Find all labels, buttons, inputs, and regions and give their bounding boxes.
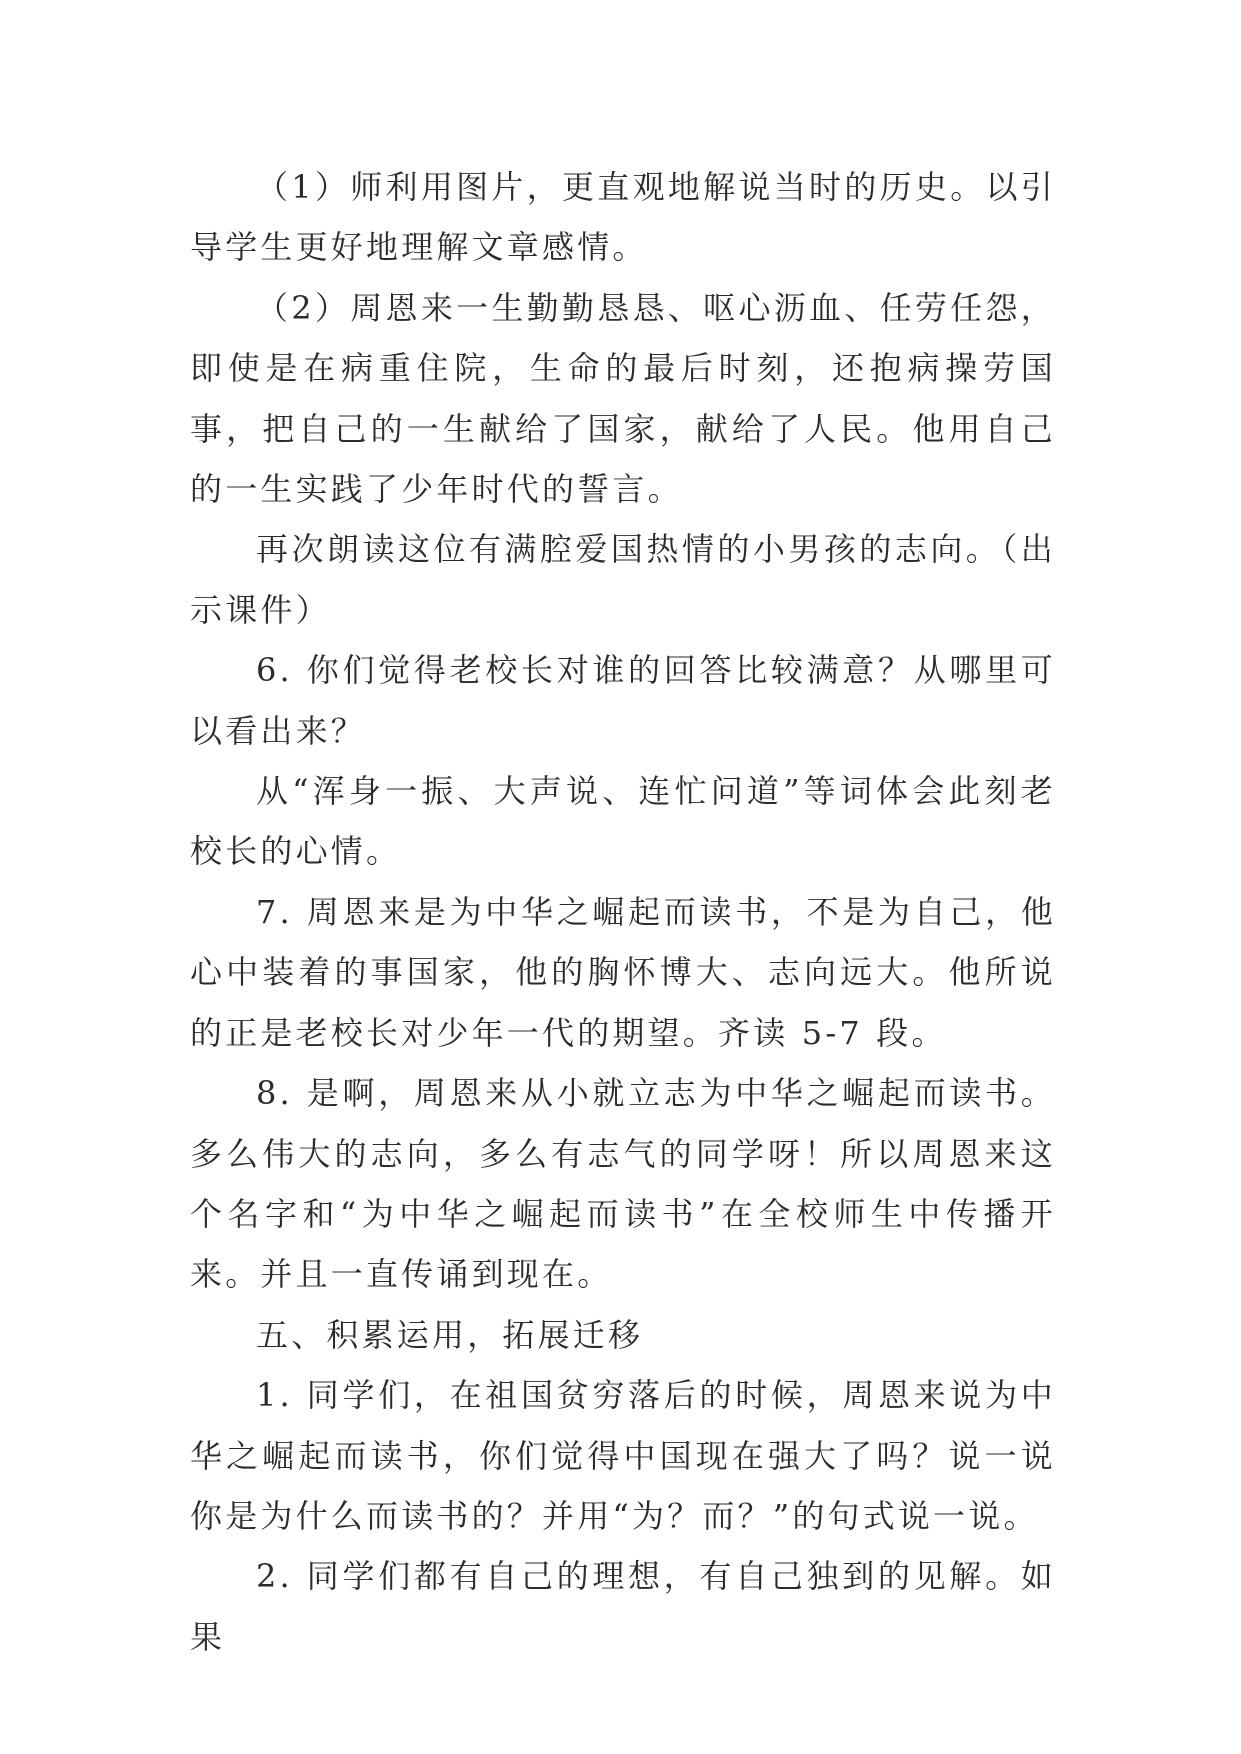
paragraph-5: 从“浑身一振、大声说、连忙问道”等词体会此刻老校长的心情。 [190,772,1056,871]
section-heading: 五、积累运用，拓展迁移 [256,1315,644,1354]
paragraph-2: （2）周恩来一生勤勤恳恳、呕心沥血、任劳任怨，即使是在病重住院，生命的最后时刻，还抱病操劳国事，把自己的一生献给了国家，献给了人民。他用自己的一生实践了少年时代的誓言。 [190,288,1056,509]
paragraph-9: 2. 同学们都有自己的理想，有自己独到的见解。如果 [190,1557,1056,1656]
paragraph-3: 再次朗读这位有满腔爱国热情的小男孩的志向。（出示课件） [190,530,1056,629]
document-body [190,157,1056,1667]
paragraph-7: 8. 是啊，周恩来从小就立志为中华之崛起而读书。多么伟大的志向，多么有志气的同学呀！所以周恩来这个名字和“为中华之崛起而读书”在全校师生中传播开来。并且一直传诵到现在。 [190,1074,1056,1294]
paragraph-6: 7. 周恩来是为中华之崛起而读书，不是为自己，他心中装着的事国家，他的胸怀博大、志向远大。他所说的正是老校长对少年一代的期望。齐读 5-7 段。 [190,892,1056,1052]
paragraph-4: 6. 你们觉得老校长对谁的回答比较满意？从哪里可以看出来？ [190,651,1056,750]
paragraph-8: 1. 同学们，在祖国贫穷落后的时候，周恩来说为中华之崛起而读书，你们觉得中国现在强大了吗？说一说你是为什么而读书的？并用“为？而？”的句式说一说。 [190,1376,1056,1535]
paragraph-1: （1）师利用图片，更直观地解说当时的历史。以引导学生更好地理解文章感情。 [190,168,1056,267]
